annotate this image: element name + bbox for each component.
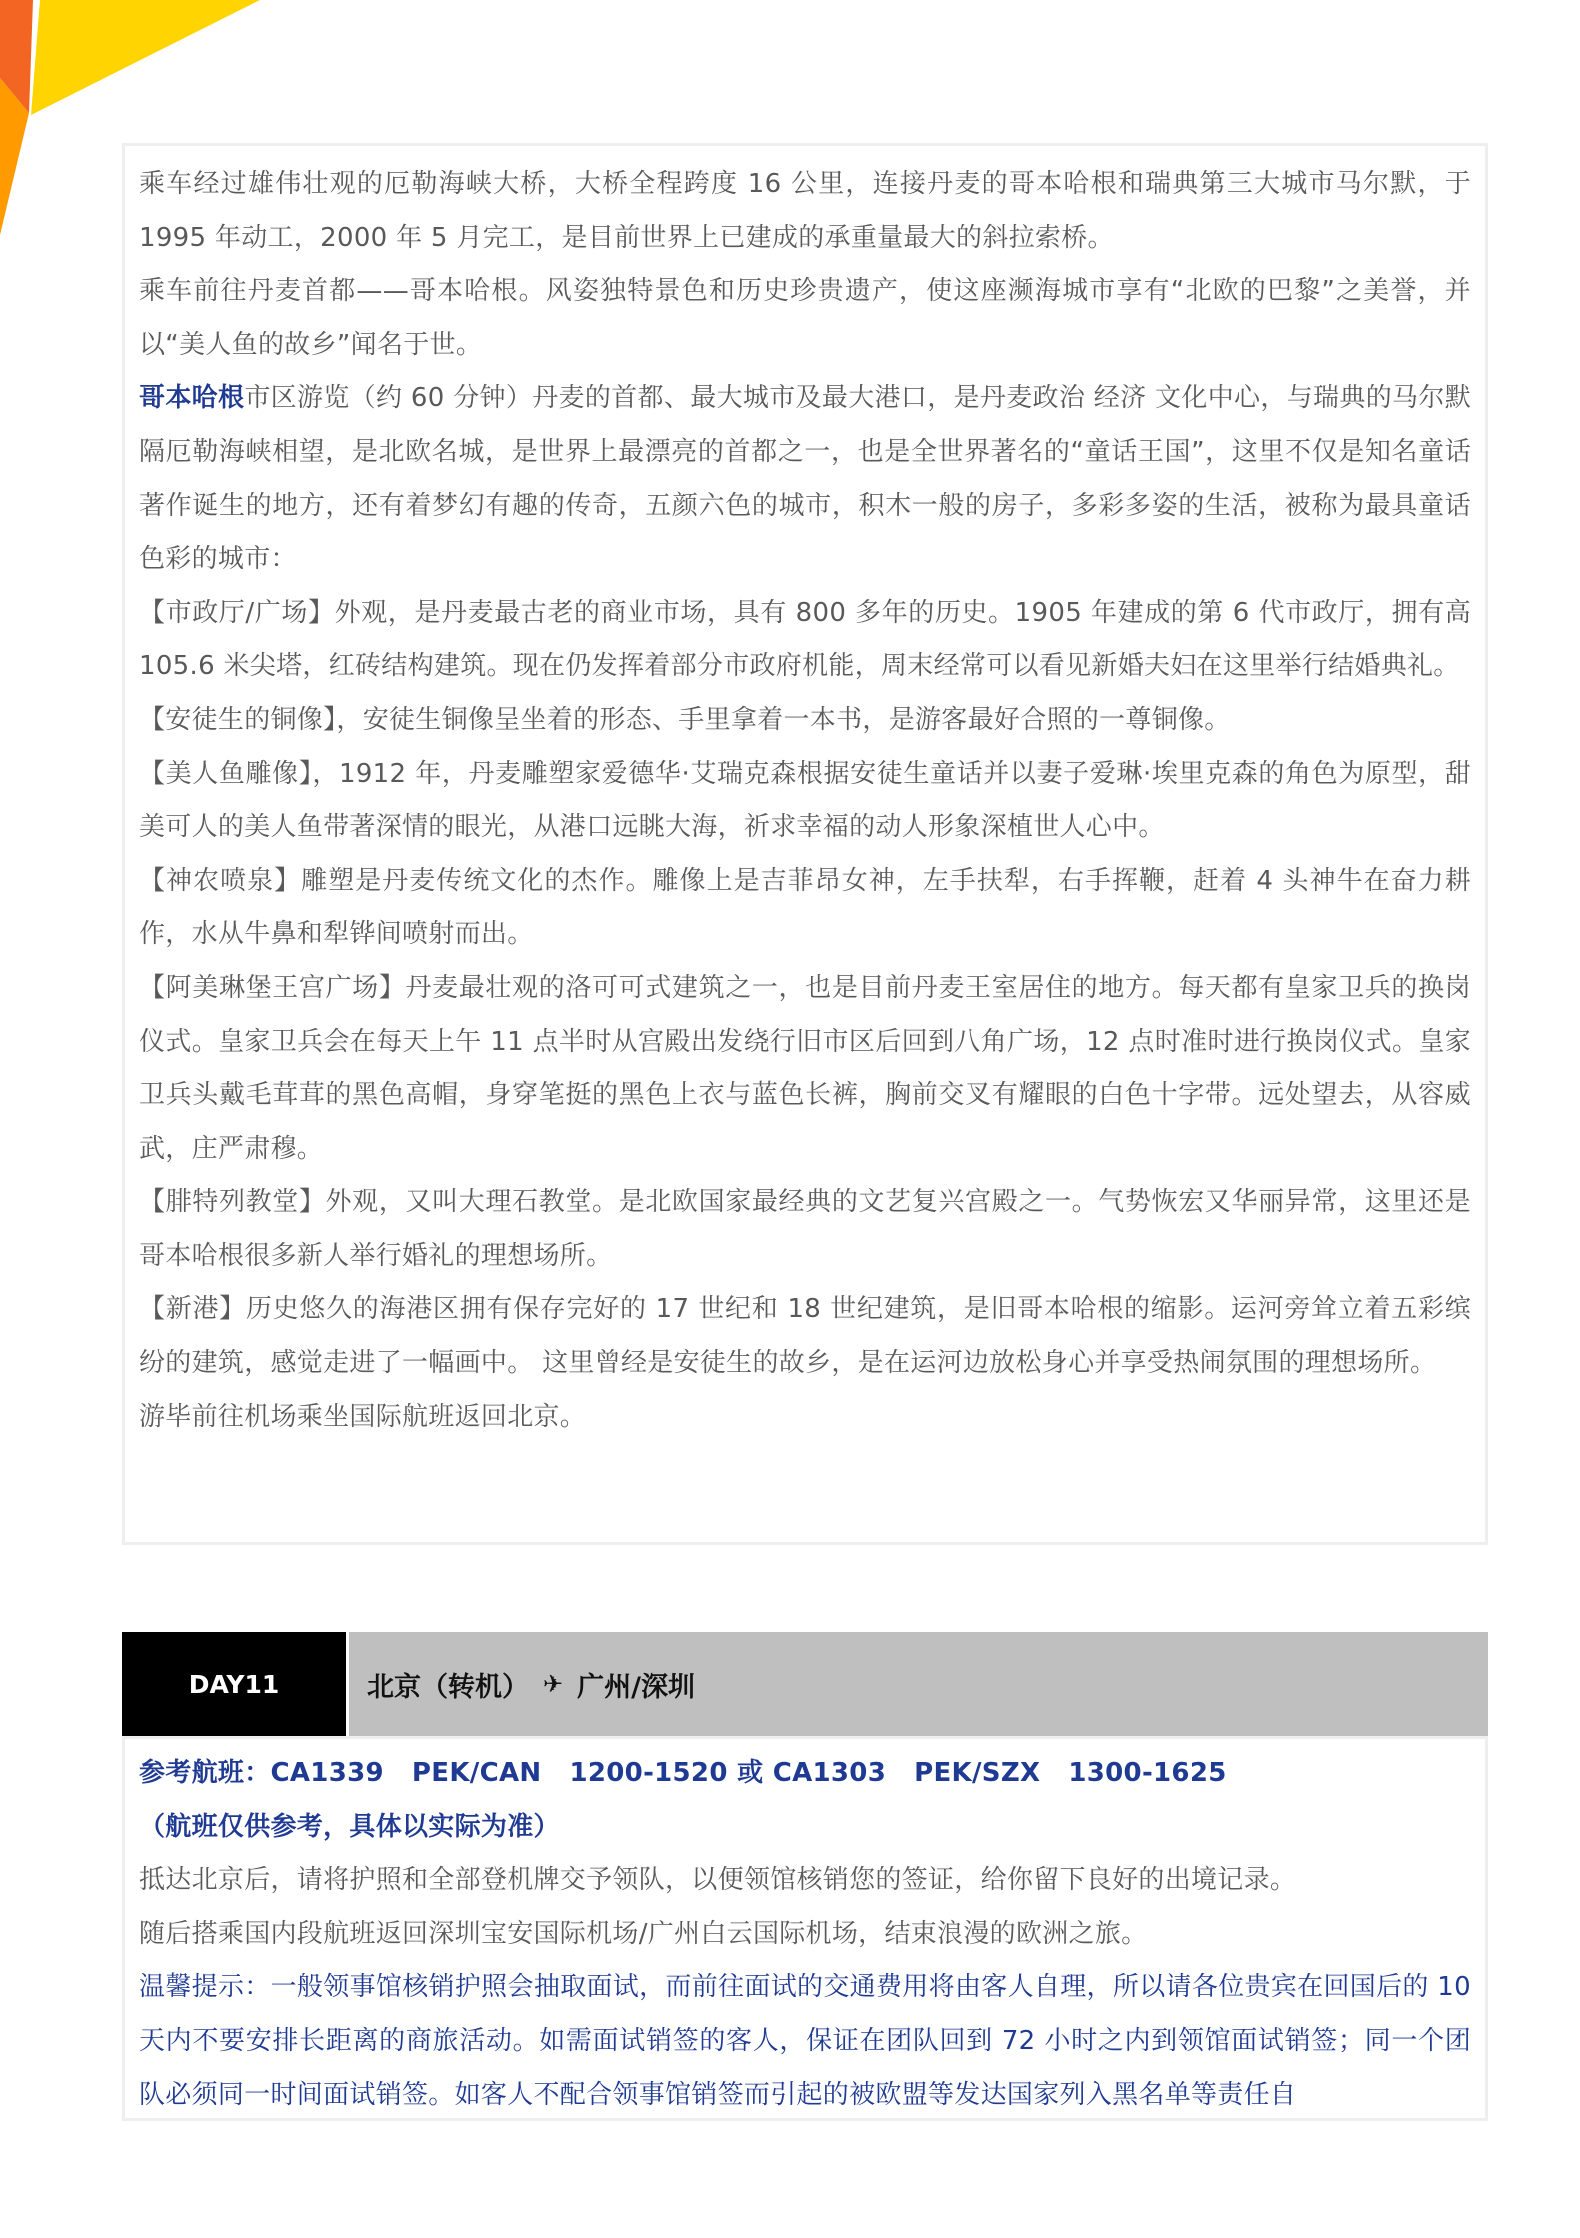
- paragraph: [139, 372, 1471, 586]
- flight-reference: 参考航班：CA1339 PEK/CAN 1200-1520 或 CA1303 PEK/SZX 1300-1625: [139, 1758, 1227, 1788]
- paragraph: 乘车前往丹麦首都——哥本哈根。风姿独特景色和历史珍贵遗产，使这座濒海城市享有“北欧的巴黎”之美誉，并以“美人鱼的故乡”闻名于世。: [139, 276, 1471, 360]
- route-to: 广州/深圳: [577, 1671, 695, 1703]
- copenhagen-text: 市区游览（约 60 分钟）丹麦的首都、最大城市及最大港口，是丹麦政治 经济 文化中心，与瑞典的马尔默隔厄勒海峡相望，是北欧名城，是世界上最漂亮的首都之一，也是全世界著名的“童话王国”，这里不仅是知名童话著作诞生的地方，还有着梦幻有趣的传奇，五颜六色的城市，积木一般的房子，多彩多姿的生活，被称为最具童话色彩的城市：: [139, 383, 1471, 575]
- warm-tip: 温馨提示：一般领事馆核销护照会抽取面试，而前往面试的交通费用将由客人自理，所以请各位贵宾在回国后的 10 天内不要安排长距离的商旅活动。如需面试销签的客人，保证在团队回到 72 小时之内到领馆面试销签；同一个团队必须同一时间面试销签。如客人不配合领事馆销签而引起的被欧盟等发达国家列入黑名单等责任自: [139, 1972, 1471, 2110]
- day11-header: [122, 1632, 1488, 1736]
- route-from: 北京（转机）: [367, 1671, 529, 1703]
- sight-item: 【神农喷泉】雕塑是丹麦传统文化的杰作。雕像上是吉菲昂女神，左手扶犁，右手挥鞭，赶着 4 头神牛在奋力耕作，水从牛鼻和犁铧间喷射而出。: [139, 865, 1471, 950]
- sight-item: 【腓特列教堂】外观，又叫大理石教堂。是北欧国家最经典的文艺复兴宫殿之一。气势恢宏又华丽异常，这里还是哥本哈根很多新人举行婚礼的理想场所。: [139, 1187, 1471, 1271]
- paragraph: 抵达北京后，请将护照和全部登机牌交予领队，以便领馆核销您的签证，给你留下良好的出境记录。: [139, 1865, 1297, 1896]
- day-route: [349, 1632, 1488, 1736]
- flight-note: （航班仅供参考，具体以实际为准）: [139, 1811, 560, 1842]
- sight-item: 【美人鱼雕像】，1912 年，丹麦雕塑家爱德华·艾瑞克森根据安徒生童话并以妻子爱琳·埃里克森的角色为原型，甜美可人的美人鱼带著深情的眼光，从港口远眺大海，祈求幸福的动人形象深植世人心中。: [139, 758, 1471, 843]
- day-label: DAY11: [122, 1632, 346, 1736]
- day11-content: [122, 1736, 1488, 2121]
- paragraph: 乘车经过雄伟壮观的厄勒海峡大桥，大桥全程跨度 16 公里，连接丹麦的哥本哈根和瑞典第三大城市马尔默，于 1995 年动工，2000 年 5 月完工，是目前世界上已建成的承重量最大的斜拉索桥。: [139, 169, 1471, 253]
- sight-item: 【新港】历史悠久的海港区拥有保存完好的 17 世纪和 18 世纪建筑，是旧哥本哈根的缩影。运河旁耸立着五彩缤纷的建筑，感觉走进了一幅画中。 这里曾经是安徒生的故乡，是在运河边放松身心并享受热闹氛围的理想场所。: [139, 1294, 1471, 1379]
- closing-line: 游毕前往机场乘坐国际航班返回北京。: [139, 1401, 587, 1432]
- paragraph: 随后搭乘国内段航班返回深圳宝安国际机场/广州白云国际机场，结束浪漫的欧洲之旅。: [139, 1918, 1148, 1949]
- plane-icon: ✈: [543, 1670, 564, 1698]
- sight-item: 【阿美琳堡王宫广场】丹麦最壮观的洛可可式建筑之一，也是目前丹麦王室居住的地方。每天都有皇家卫兵的换岗仪式。皇家卫兵会在每天上午 11 点半时从宫殿出发绕行旧市区后回到八角广场，12 点时准时进行换岗仪式。皇家卫兵头戴毛茸茸的黑色高帽，身穿笔挺的黑色上衣与蓝色长裤，胸前交叉有耀眼的白色十字带。远处望去，从容威武，庄严肃穆。: [139, 972, 1471, 1164]
- sight-item: 【市政厅/广场】外观，是丹麦最古老的商业市场，具有 800 多年的历史。1905 年建成的第 6 代市政厅，拥有高 105.6 米尖塔，红砖结构建筑。现在仍发挥着部分市政府机能，周末经常可以看见新婚夫妇在这里举行结婚典礼。: [139, 597, 1471, 682]
- copenhagen-section: [122, 143, 1488, 1545]
- sight-item: 【安徒生的铜像】，安徒生铜像呈坐着的形态、手里拿着一本书，是游客最好合照的一尊铜像。: [139, 704, 1231, 735]
- copenhagen-highlight: 哥本哈根: [139, 383, 245, 414]
